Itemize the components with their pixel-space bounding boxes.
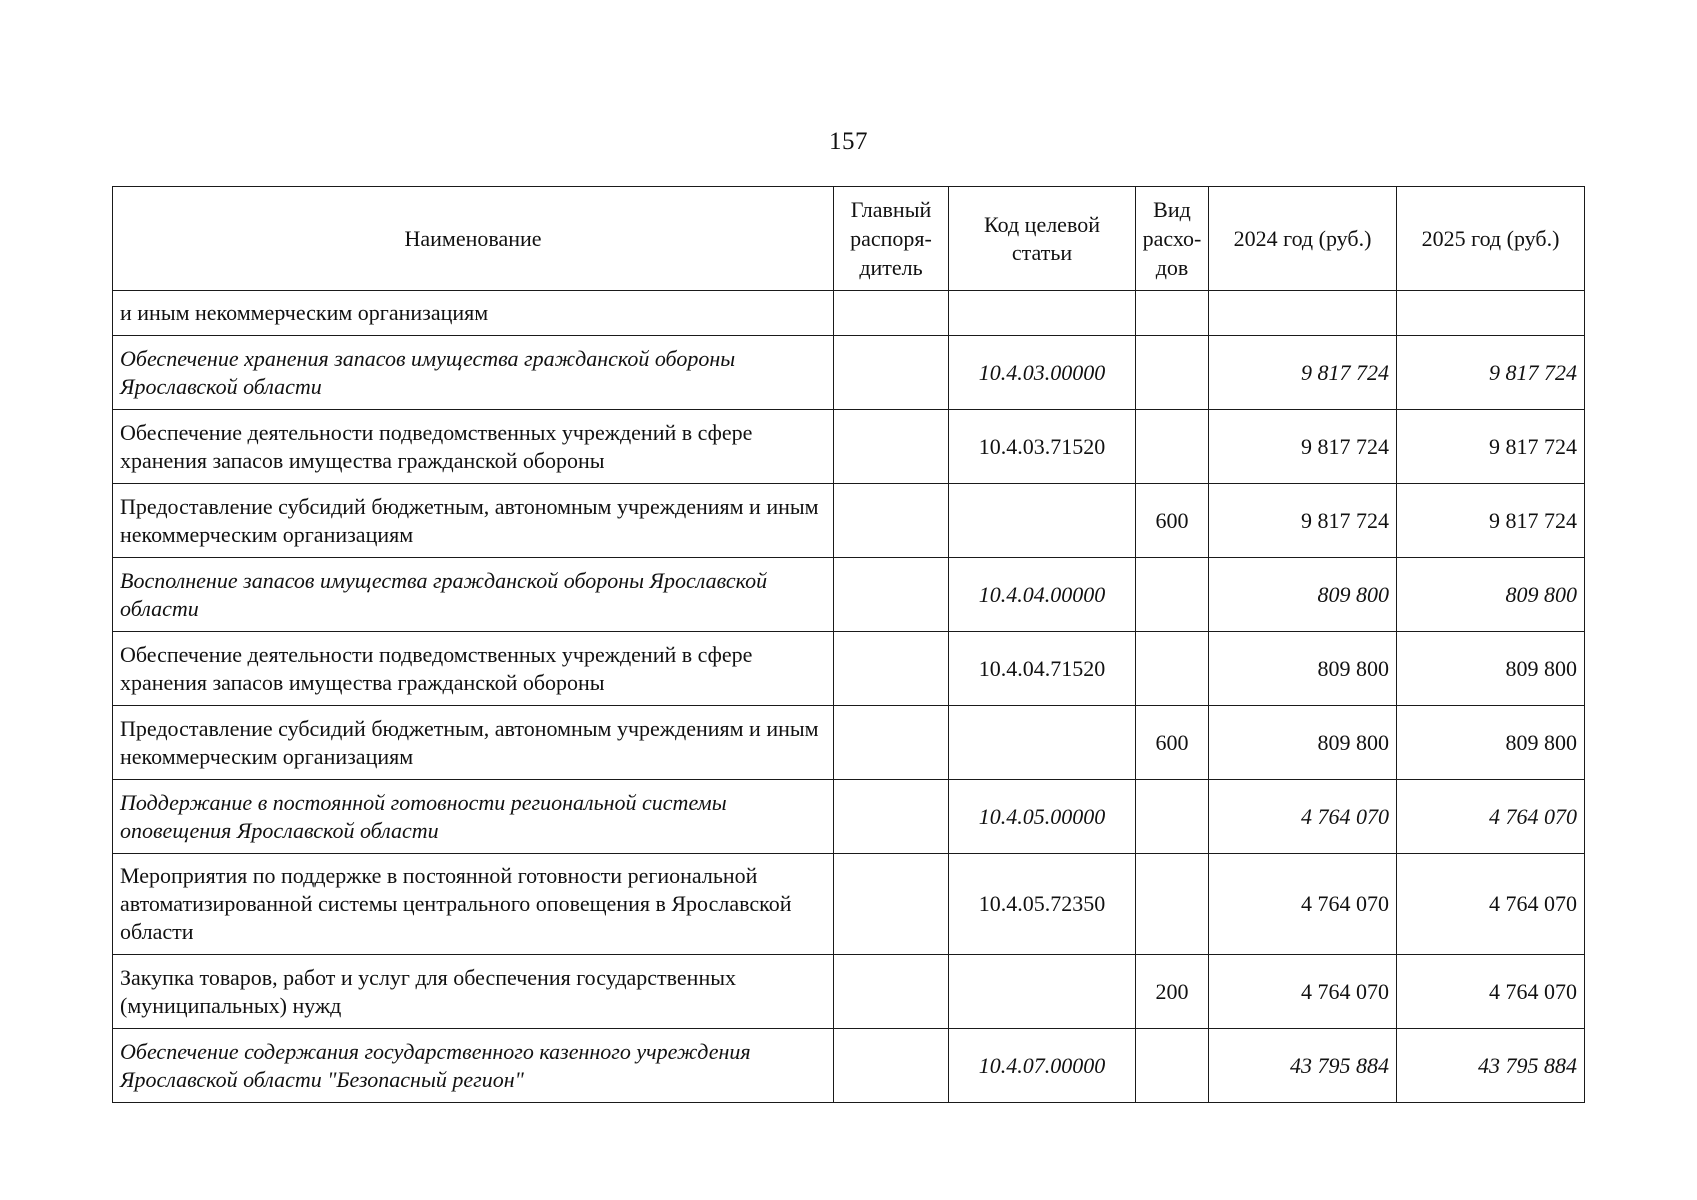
row-2025: 43 795 884 [1397, 1029, 1585, 1103]
row-admin [834, 336, 949, 410]
table-row [113, 484, 1585, 558]
row-type [1136, 1029, 1209, 1103]
row-name: Обеспечение хранения запасов имущества гражданской обороны Ярославской области [113, 336, 834, 410]
row-name: Обеспечение содержания государственного казенного учреждения Ярославской области "Безопасный регион" [113, 1029, 834, 1103]
table-row [113, 558, 1585, 632]
row-2024: 4 764 070 [1209, 780, 1397, 854]
row-code [949, 706, 1136, 780]
row-2024: 9 817 724 [1209, 484, 1397, 558]
row-2024: 809 800 [1209, 706, 1397, 780]
row-type [1136, 854, 1209, 955]
row-admin [834, 854, 949, 955]
row-2024: 4 764 070 [1209, 955, 1397, 1029]
table-header-row [113, 187, 1585, 291]
row-code: 10.4.05.00000 [949, 780, 1136, 854]
table-row [113, 291, 1585, 336]
row-admin [834, 558, 949, 632]
row-type: 600 [1136, 484, 1209, 558]
row-2024: 809 800 [1209, 558, 1397, 632]
row-type [1136, 410, 1209, 484]
row-2025: 4 764 070 [1397, 955, 1585, 1029]
table-row [113, 410, 1585, 484]
row-2024: 9 817 724 [1209, 336, 1397, 410]
table-row [113, 706, 1585, 780]
row-code: 10.4.03.71520 [949, 410, 1136, 484]
table-row [113, 955, 1585, 1029]
row-type [1136, 632, 1209, 706]
row-type: 200 [1136, 955, 1209, 1029]
row-name: Предоставление субсидий бюджетным, автономным учреждениям и иным некоммерческим организациям [113, 706, 834, 780]
table-row [113, 1029, 1585, 1103]
header-target-code: Код целевой статьи [949, 187, 1136, 291]
row-2025: 4 764 070 [1397, 854, 1585, 955]
table-row [113, 780, 1585, 854]
row-type: 600 [1136, 706, 1209, 780]
row-code [949, 955, 1136, 1029]
header-name: Наименование [113, 187, 834, 291]
row-2025: 809 800 [1397, 706, 1585, 780]
row-name: Предоставление субсидий бюджетным, автономным учреждениям и иным некоммерческим организациям [113, 484, 834, 558]
row-name: Обеспечение деятельности подведомственных учреждений в сфере хранения запасов имущества гражданской обороны [113, 632, 834, 706]
row-2025 [1397, 291, 1585, 336]
row-code: 10.4.04.00000 [949, 558, 1136, 632]
table-row [113, 632, 1585, 706]
table-row [113, 854, 1585, 955]
row-name: Мероприятия по поддержке в постоянной готовности региональной автоматизированной системы центрального оповещения в Ярославской области [113, 854, 834, 955]
row-2025: 809 800 [1397, 632, 1585, 706]
row-code [949, 484, 1136, 558]
row-2024 [1209, 291, 1397, 336]
row-code: 10.4.03.00000 [949, 336, 1136, 410]
row-2024: 809 800 [1209, 632, 1397, 706]
row-code: 10.4.05.72350 [949, 854, 1136, 955]
row-type [1136, 780, 1209, 854]
row-2025: 809 800 [1397, 558, 1585, 632]
row-name: и иным некоммерческим организациям [113, 291, 834, 336]
row-2024: 4 764 070 [1209, 854, 1397, 955]
row-code: 10.4.04.71520 [949, 632, 1136, 706]
header-year-2024: 2024 год (руб.) [1209, 187, 1397, 291]
table-row [113, 336, 1585, 410]
header-main-administrator: Главный распоря-дитель [834, 187, 949, 291]
row-2025: 4 764 070 [1397, 780, 1585, 854]
row-type [1136, 336, 1209, 410]
row-name: Обеспечение деятельности подведомственных учреждений в сфере хранения запасов имущества гражданской обороны [113, 410, 834, 484]
page-number: 157 [829, 128, 868, 155]
row-2024: 9 817 724 [1209, 410, 1397, 484]
row-2025: 9 817 724 [1397, 484, 1585, 558]
row-name: Восполнение запасов имущества гражданской обороны Ярославской области [113, 558, 834, 632]
row-admin [834, 780, 949, 854]
row-admin [834, 291, 949, 336]
header-expense-type: Вид расхо-дов [1136, 187, 1209, 291]
row-2024: 43 795 884 [1209, 1029, 1397, 1103]
row-admin [834, 632, 949, 706]
row-admin [834, 706, 949, 780]
row-type [1136, 558, 1209, 632]
row-admin [834, 955, 949, 1029]
budget-table [112, 186, 1585, 1103]
row-name: Поддержание в постоянной готовности региональной системы оповещения Ярославской области [113, 780, 834, 854]
row-2025: 9 817 724 [1397, 336, 1585, 410]
row-name: Закупка товаров, работ и услуг для обеспечения государственных (муниципальных) нужд [113, 955, 834, 1029]
row-type [1136, 291, 1209, 336]
row-admin [834, 410, 949, 484]
header-year-2025: 2025 год (руб.) [1397, 187, 1585, 291]
row-admin [834, 484, 949, 558]
row-code: 10.4.07.00000 [949, 1029, 1136, 1103]
row-code [949, 291, 1136, 336]
row-admin [834, 1029, 949, 1103]
row-2025: 9 817 724 [1397, 410, 1585, 484]
